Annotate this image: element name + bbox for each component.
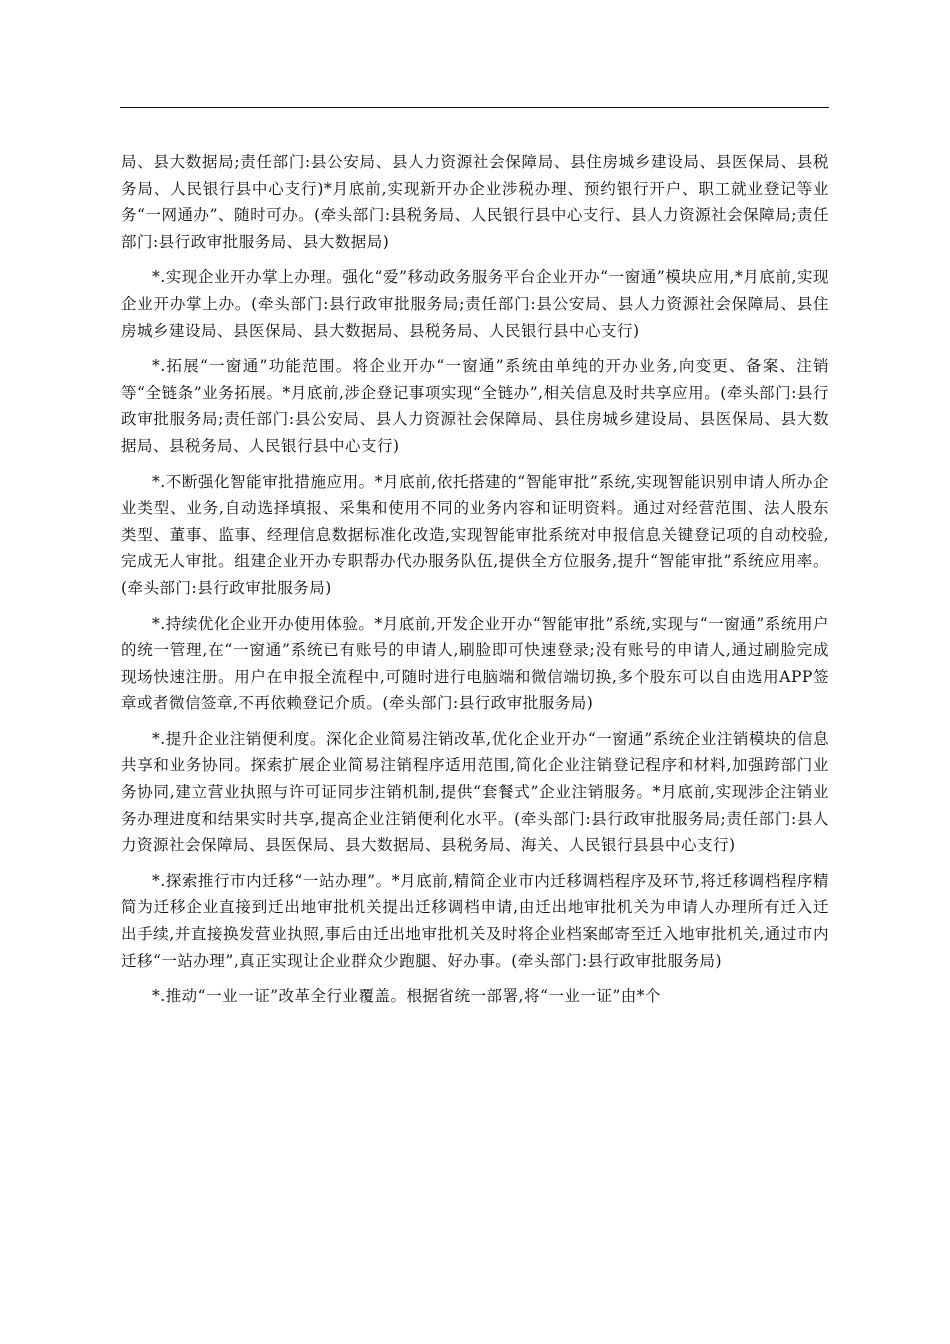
paragraph-one-industry-one-license: *.推动“一业一证”改革全行业覆盖。根据省统一部署,将“一业一证”由*个 bbox=[152, 987, 662, 1006]
paragraph-relocation: *.探索推行市内迁移“一站办理”。*月底前,精简企业市内迁移调档程序及环节,将迁移调档程序精简为迁移企业直接到迁出地审批机关提出迁移调档申请,由迁出地审批机关为申请人办理所有迁入迁出手续,并直接换发营业执照,事后由迁出地审批机关及时将企业档案邮寄至迁入地审批机关,通过市内迁移“一站办理”,真正实现让企业群众少跑腿、好办事。(牵头部门:县行政审批服务局) bbox=[121, 871, 829, 970]
document-body bbox=[121, 149, 829, 1019]
paragraph-user-experience: *.持续优化企业开办使用体验。*月底前,开发企业开办“智能审批”系统,实现与“一窗通”系统用户的统一管理,在“一窗通”系统已有账号的申请人,刷脸即可快速登录;没有账号的申请人,通过刷脸完成现场快速注册。用户在申报全流程中,可随时进行电脑端和微信端切换,多个股东可以自由选用APP签章或者微信签章,不再依赖登记介质。(牵头部门:县行政审批服务局) bbox=[121, 614, 829, 713]
paragraph-smart-approval: *.不断强化智能审批措施应用。*月底前,依托搭建的“智能审批”系统,实现智能识别申请人所办企业类型、业务,自动选择填报、采集和使用不同的业务内容和证明资料。通过对经营范围、法人股东类型、董事、监事、经理信息数据标准化改造,实现智能审批系统对申报信息关键登记项的自动校验,完成无人审批。组建企业开办专职帮办代办服务队伍,提供全方位服务,提升“智能审批”系统应用率。(牵头部门:县行政审批服务局) bbox=[121, 472, 829, 597]
paragraph-window-scope: *.拓展“一窗通”功能范围。将企业开办“一窗通”系统由单纯的开办业务,向变更、备案、注销等“全链条”业务拓展。*月底前,涉企登记事项实现“全链办”,相关信息及时共享应用。(牵头部门:县行政审批服务局;责任部门:县公安局、县人力资源社会保障局、县住房城乡建设局、县医保局、县大数据局、县税务局、人民银行县中心支行) bbox=[121, 357, 829, 455]
paragraph-deregistration: *.提升企业注销便利度。深化企业简易注销改革,优化企业开办“一窗通”系统企业注销模块的信息共享和业务协同。探索扩展企业简易注销程序适用范围,简化企业注销登记程序和材料,加强跨部门业务协同,建立营业执照与许可证同步注销机制,提供“套餐式”企业注销服务。*月底前,实现涉企注销业务办理进度和结果实时共享,提高企业注销便利化水平。(牵头部门:县行政审批服务局;责任部门:县人力资源社会保障局、县医保局、县大数据局、县税务局、海关、人民银行县县中心支行) bbox=[121, 729, 829, 855]
header-rule bbox=[120, 107, 829, 108]
paragraph-continuation: 局、县大数据局;责任部门:县公安局、县人力资源社会保障局、县住房城乡建设局、县医保局、县税务局、人民银行县中心支行)*月底前,实现新开办企业涉税办理、预约银行开户、职工就业登记等业务“一网通办”、随时可办。(牵头部门:县税务局、人民银行县中心支行、县人力资源社会保障局;责任部门:县行政审批服务局、县大数据局) bbox=[121, 153, 829, 251]
paragraph-mobile-handling: *.实现企业开办掌上办理。强化“爱”移动政务服务平台企业开办“一窗通”模块应用,*月底前,实现企业开办掌上办。(牵头部门:县行政审批服务局;责任部门:县公安局、县人力资源社会保障局、县住房城乡建设局、县医保局、县大数据局、县税务局、人民银行县中心支行) bbox=[121, 268, 829, 340]
